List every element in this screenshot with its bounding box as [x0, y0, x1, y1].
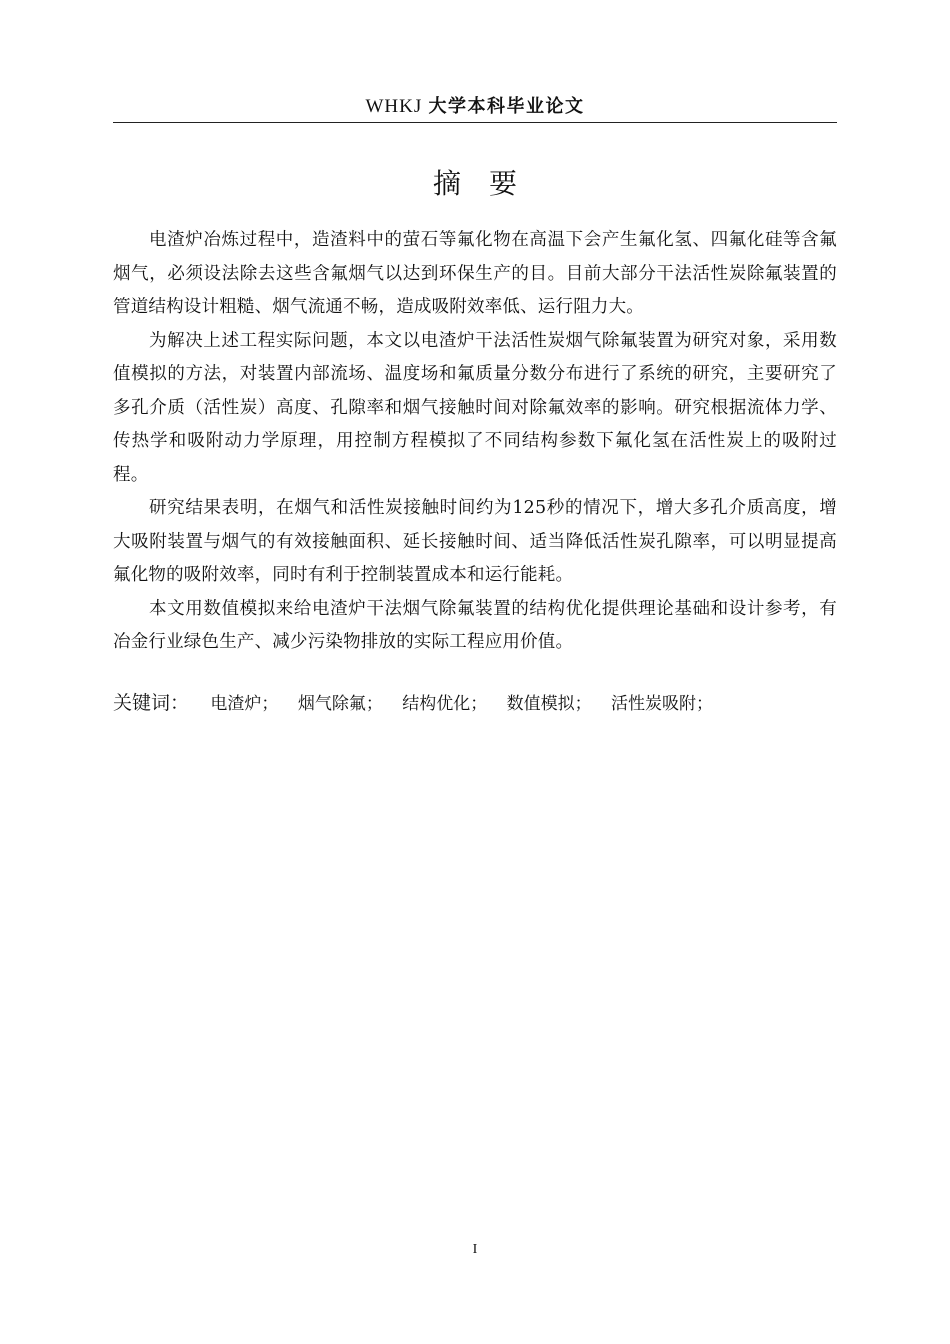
abstract-body — [113, 224, 837, 660]
header-title-text: 大学本科毕业论文 — [428, 96, 585, 117]
keyword-item: 活性炭吸附； — [611, 694, 714, 714]
abstract-paragraph-3: 研究结果表明，在烟气和活性炭接触时间约为125秒的情况下，增大多孔介质高度，增大吸附装置与烟气的有效接触面积、延长接触时间、适当降低活性炭孔隙率，可以明显提高氟化物的吸附效率，同时有利于控制装置成本和运行能耗。 — [113, 498, 837, 585]
keyword-item: 数值模拟； — [506, 694, 592, 714]
keyword-item: 烟气除氟； — [297, 694, 383, 714]
keywords-line — [113, 688, 837, 719]
page-number: I — [472, 1242, 478, 1257]
keyword-item: 结构优化； — [402, 694, 488, 714]
running-header — [113, 92, 837, 123]
abstract-title: 摘要 — [432, 167, 545, 200]
header-latin-text: WHKJ — [365, 96, 423, 117]
abstract-paragraph-2: 为解决上述工程实际问题，本文以电渣炉干法活性炭烟气除氟装置为研究对象，采用数值模拟的方法，对装置内部流场、温度场和氟质量分数分布进行了系统的研究，主要研究了多孔介质（活性炭）高度、孔隙率和烟气接触时间对除氟效率的影响。研究根据流体力学、传热学和吸附动力学原理，用控制方程模拟了不同结构参数下氟化氢在活性炭上的吸附过程。 — [113, 330, 837, 485]
keywords-label: 关键词： — [113, 692, 190, 714]
abstract-paragraph-4: 本文用数值模拟来给电渣炉干法烟气除氟装置的结构优化提供理论基础和设计参考，有冶金行业绿色生产、减少污染物排放的实际工程应用价值。 — [113, 598, 837, 652]
abstract-paragraph-1: 电渣炉冶炼过程中，造渣料中的萤石等氟化物在高温下会产生氟化氢、四氟化硅等含氟烟气，必须设法除去这些含氟烟气以达到环保生产的目。目前大部分干法活性炭除氟装置的管道结构设计粗糙、烟气流通不畅，造成吸附效率低、运行阻力大。 — [113, 230, 837, 317]
keyword-item: 电渣炉； — [210, 694, 279, 714]
